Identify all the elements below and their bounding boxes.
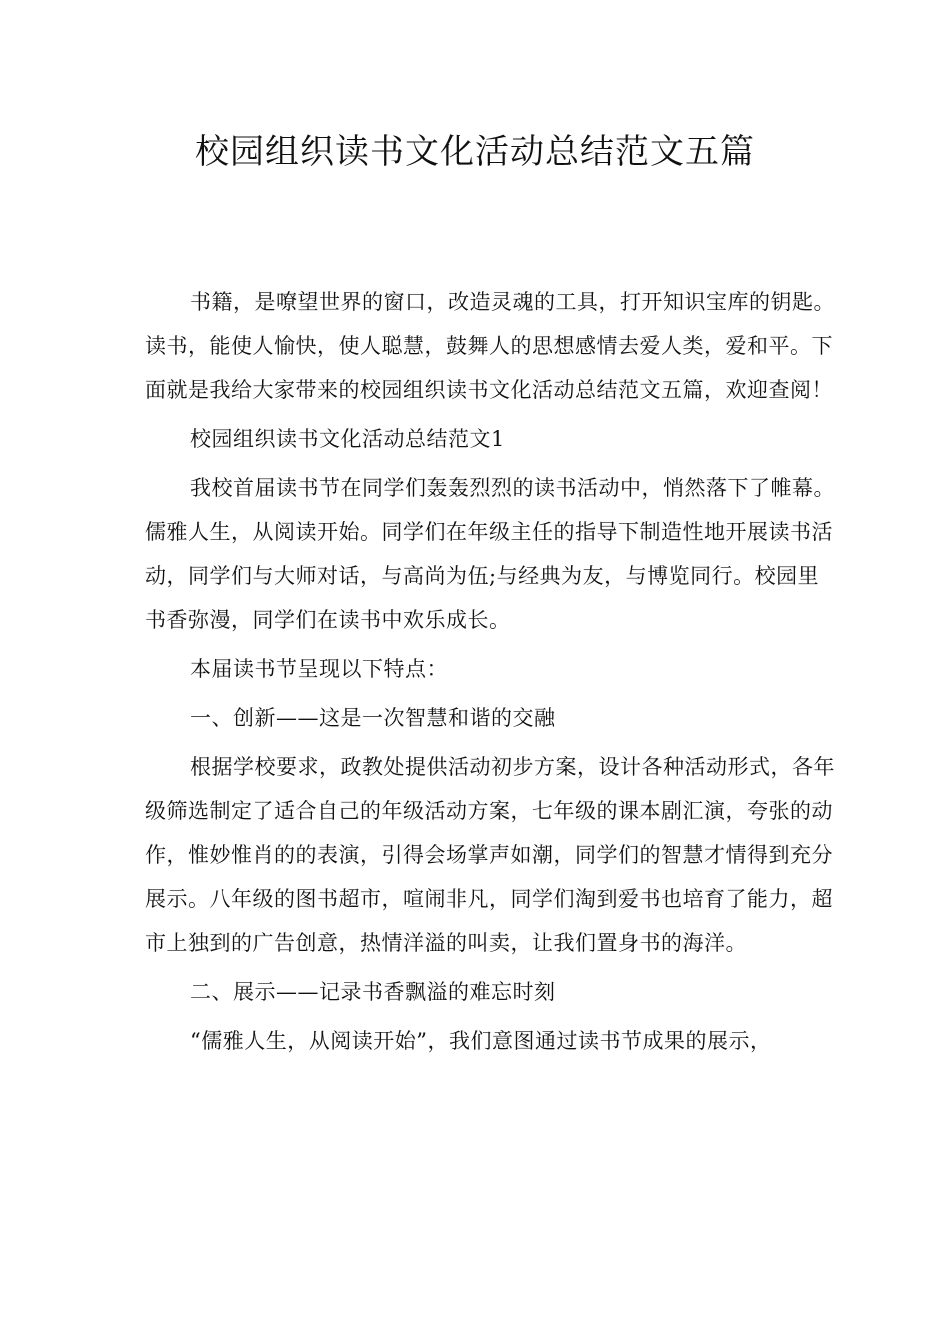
body-paragraph: 根据学校要求，政教处提供活动初步方案，设计各种活动形式，各年级筛选制定了适合自己的年级活动方案，七年级的课本剧汇演，夸张的动作，惟妙惟肖的的表演，引得会场掌声如潮，同学们的智慧才情得到充分展示。八年级的图书超市，喧闹非凡，同学们淘到爱书也培育了能力，超市上独到的广告创意，热情洋溢的叫卖，让我们置身书的海洋。: [145, 755, 835, 955]
features-heading: 本届读书节呈现以下特点：: [190, 657, 448, 681]
intro-paragraph: 书籍，是嘹望世界的窗口，改造灵魂的工具，打开知识宝库的钥匙。读书，能使人愉快，使人聪慧，鼓舞人的思想感情去爱人类，爱和平。下面就是我给大家带来的校园组织读书文化活动总结范文五篇，欢迎查阅！: [145, 290, 835, 402]
body-paragraph: “儒雅人生，从阅读开始”，我们意图通过读书节成果的展示，: [190, 1029, 772, 1053]
feature-heading-1: 一、创新——这是一次智慧和谐的交融: [190, 706, 556, 730]
feature-heading-2: 二、展示——记录书香飘溢的难忘时刻: [190, 980, 556, 1004]
document-title: 校园组织读书文化活动总结范文五篇: [195, 132, 755, 172]
section-heading-1: 校园组织读书文化活动总结范文1: [190, 427, 505, 451]
document-body: [145, 280, 835, 1068]
body-paragraph: 我校首届读书节在同学们轰轰烈烈的读书活动中，悄然落下了帷幕。儒雅人生，从阅读开始。同学们在年级主任的指导下制造性地开展读书活动，同学们与大师对话，与高尚为伍;与经典为友，与博览同行。校园里书香弥漫，同学们在读书中欢乐成长。: [145, 476, 835, 632]
